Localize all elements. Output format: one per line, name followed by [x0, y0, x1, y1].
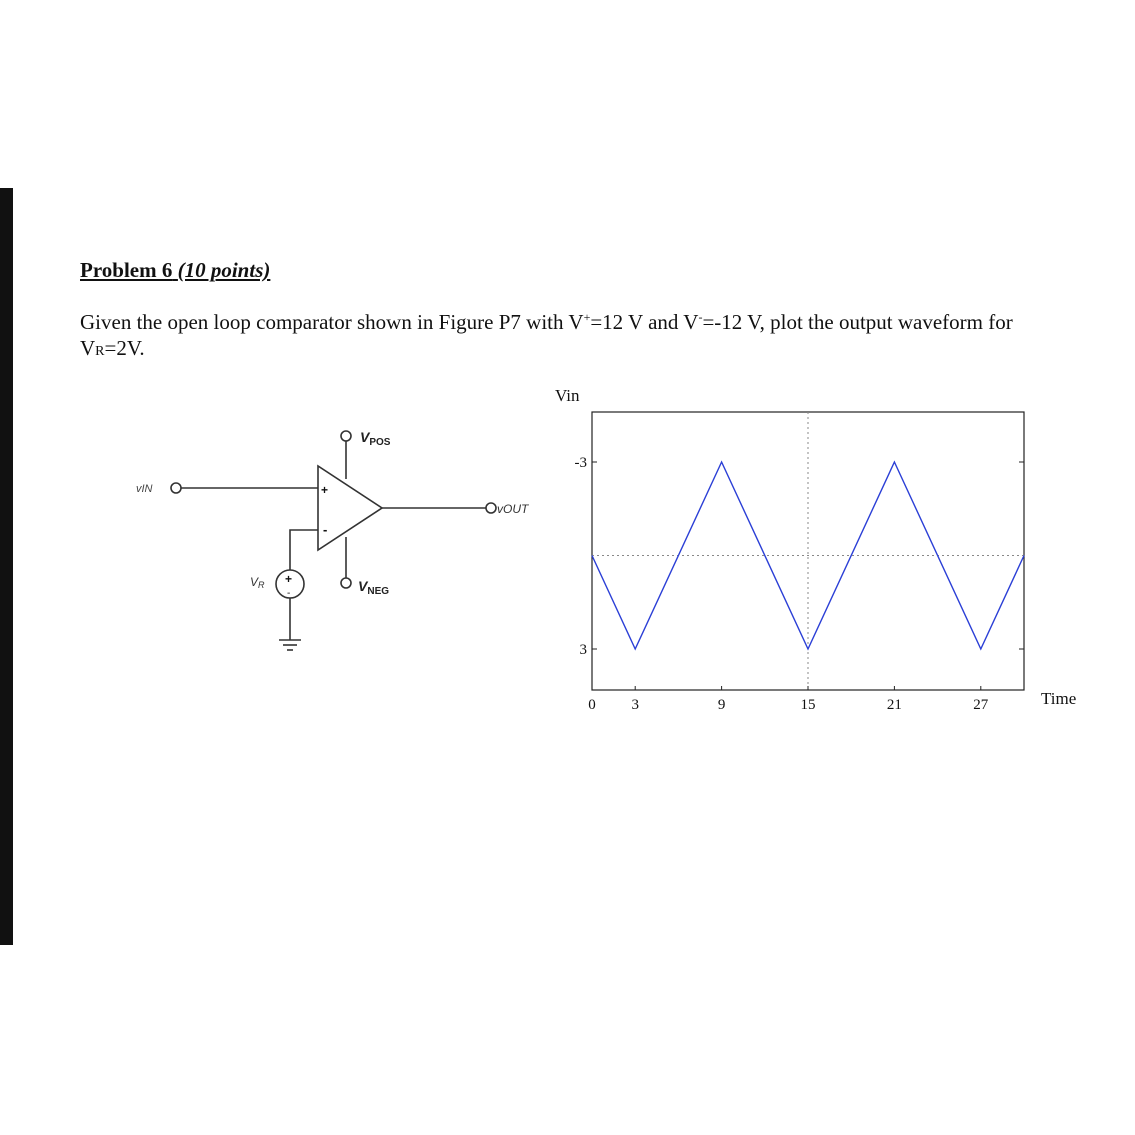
- vr-label: VR: [250, 575, 265, 590]
- x-tick-label: 0: [588, 697, 596, 713]
- statement-part-4: =2V.: [104, 336, 145, 360]
- vr-symbol: V: [80, 336, 96, 360]
- vin-label: vIN: [136, 483, 153, 495]
- vminus-sup: -: [698, 310, 703, 324]
- y-axis-label: Vin: [555, 386, 580, 405]
- y-tick-label: 3: [579, 642, 587, 658]
- vplus-sup: +: [583, 310, 591, 324]
- vr-source-minus: -: [287, 588, 291, 599]
- vout-label: vOUT: [497, 502, 529, 516]
- x-tick-label: 27: [973, 697, 989, 713]
- problem-points: (10 points): [177, 258, 271, 282]
- vr-source-plus: +: [285, 572, 293, 586]
- statement-part-3: =-12 V, plot the output waveform for: [702, 310, 1013, 334]
- opamp-minus: -: [323, 522, 328, 537]
- statement-part-1: Given the open loop comparator shown in Figure P7 with V: [80, 310, 584, 334]
- x-tick-label: 15: [800, 697, 816, 713]
- statement-part-2: =12 V and V: [590, 310, 699, 334]
- problem-title: Problem 6: [80, 258, 173, 282]
- y-tick-label: -3: [574, 455, 587, 471]
- vr-subscript: R: [95, 344, 105, 359]
- x-tick-label: 9: [717, 697, 726, 713]
- vneg-label: $V_{NEG}$: [358, 578, 390, 597]
- opamp-plus: +: [321, 483, 329, 497]
- x-axis-label: Time: [1041, 689, 1077, 708]
- x-tick-label: 3: [631, 697, 639, 713]
- x-tick-label: 21: [886, 697, 902, 713]
- vpos-label: $V_{POS}$: [360, 429, 391, 448]
